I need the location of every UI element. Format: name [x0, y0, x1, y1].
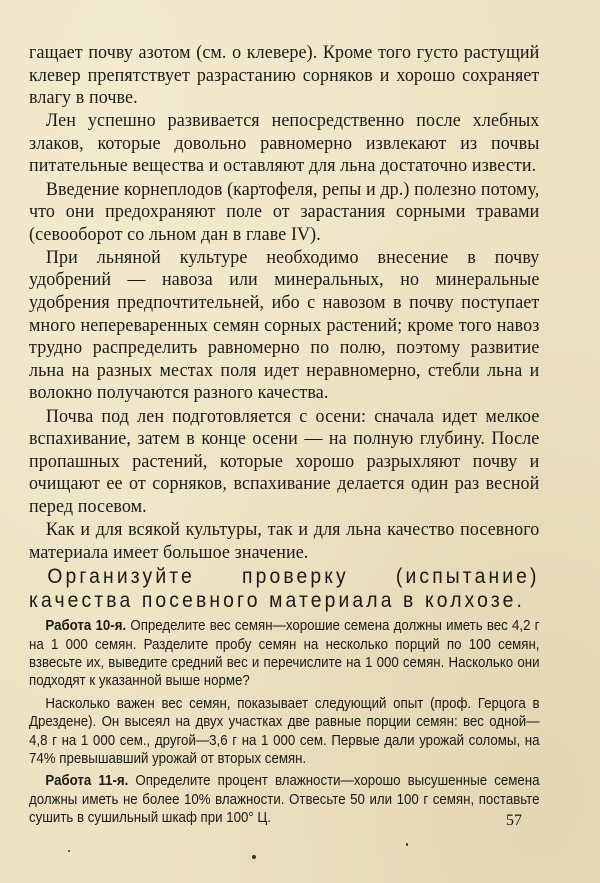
- section-heading: [29, 565, 540, 613]
- page-number: 57: [506, 812, 522, 829]
- section-heading-text: Организуйте проверку (испытание) качества посевного материала в колхозе.: [29, 565, 540, 613]
- task-text: Определите процент влажности—хорошо высушенные семена должны иметь не более 10% влажности. Отвесьте 50 или 100 г семян, поставьте сушить в сушильный шкаф при 100° Ц.: [29, 773, 540, 827]
- scan-speck: [406, 843, 408, 846]
- paragraph: Почва под лен подготовляется с осени: сначала идет мелкое вспахивание, затем в конце осени — на полную глубину. После пропашных растений, которые хорошо разрыхляют почву и очищают ее от сорняков, вспахивание делается один раз весной перед посевом.: [29, 405, 540, 517]
- task-text: Определите вес семян—хорошие семена должны иметь вес 4,2 г на 1 000 семян. Разделите пробу семян на несколько порций по 100 семян, взвесьте их, выведите средний вес и перечислите на 1 000 семян. Насколько они подходят к указанной выше норме?: [29, 618, 540, 690]
- experiment-note: [29, 695, 540, 769]
- scan-speck: [252, 855, 256, 859]
- task-label: Работа 11-я.: [45, 773, 129, 790]
- task-11: [29, 772, 540, 827]
- task-label: Работа 10-я.: [45, 618, 127, 635]
- paragraph: Как и для всякой культуры, так и для льна качество посевного материала имеет большое значение.: [29, 518, 540, 563]
- paragraph: Введение корнеплодов (картофеля, репы и др.) полезно потому, что они предохраняют поле от зарастания сорными травами (севооборот со льном дан в главе IV).: [29, 178, 540, 245]
- paragraph-continued: гащает почву азотом (см. о клевере). Кроме того густо растущий клевер препятствует разрастанию сорняков и хорошо сохраняет влагу в почве.: [29, 42, 540, 109]
- task-10: [29, 617, 540, 691]
- book-page: [29, 42, 539, 828]
- paragraph: Лен успешно развивается непосредственно после хлебных злаков, которые довольно равномерно извлекают из почвы питательные вещества и оставляют для льна достаточно извести.: [29, 110, 540, 177]
- note-text: Насколько важен вес семян, показывает следующий опыт (проф. Герцога в Дрездене). Он высеял на двух участках две равные порции семян: вес одной—4,8 г на 1 000 сем., другой—3,6 г на 1 000 сем. Первые дали урожай соломы, на 74% превышавший урожай от вторых семян.: [29, 695, 540, 767]
- scan-speck: [68, 850, 70, 852]
- paragraph: При льняной культуре необходимо внесение в почву удобрений — навоза или минеральных, но минеральные удобрения предпочтительней, ибо с навозом в почву поступает много непереваренных семян сорных растений; кроме того навоз трудно распределить равномерно по полю, поэтому развитие льна на разных местах поля идет неравномерно, стебли льна и волокно получаются разного качества.: [29, 246, 540, 404]
